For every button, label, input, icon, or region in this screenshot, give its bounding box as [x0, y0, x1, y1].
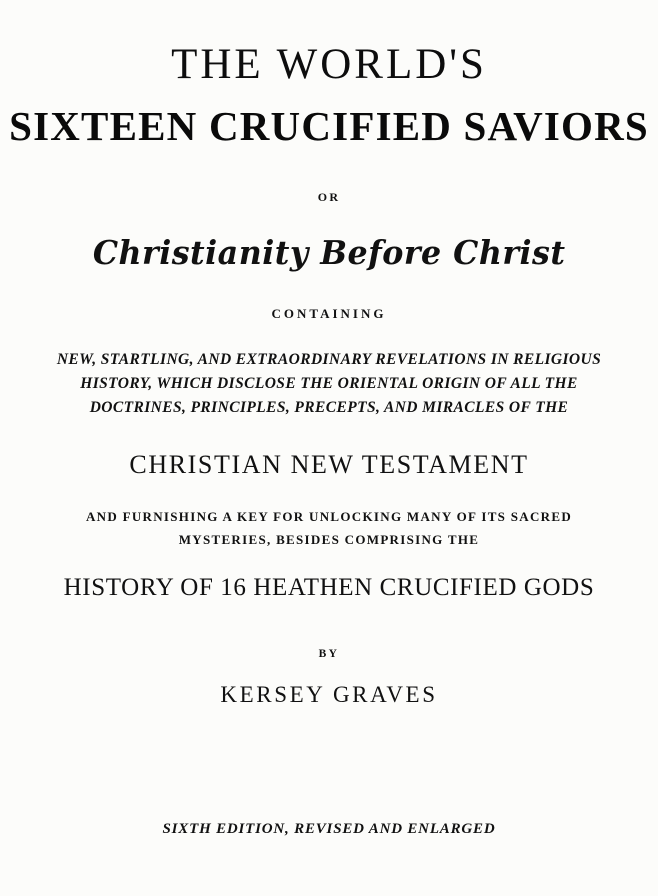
by-label: BY — [318, 647, 340, 660]
alternate-title: Christianity Before Christ — [92, 233, 566, 273]
author-name: KERSEY GRAVES — [220, 681, 438, 707]
containing-label: CONTAINING — [271, 306, 387, 322]
subject-heading: CHRISTIAN NEW TESTAMENT — [129, 450, 529, 480]
description-paragraph-1 — [49, 348, 609, 420]
description-paragraph-2: AND FURNISHING A KEY FOR UNLOCKING MANY OF ITS SACRED MYSTERIES, BESIDES COMPRISING THE — [85, 509, 573, 547]
or-separator: OR — [317, 190, 341, 205]
page-title-line-1: THE WORLD'S — [171, 41, 487, 88]
edition-statement: SIXTH EDITION, REVISED AND ENLARGED — [162, 821, 496, 837]
history-heading: HISTORY OF 16 HEATHEN CRUCIFIED GODS — [63, 573, 595, 601]
description-rest-text: , STARTLING, AND EXTRAORDINARY REVELATIONS IN RELIGIOUS HISTORY, WHICH DISCLOSE THE ORIENTAL ORIGIN OF ALL THE DOCTRINES, PRINCIPLES, PRECEPTS, AND MIRACLES OF THE — [80, 351, 602, 417]
description-lead-word: NEW — [56, 351, 93, 369]
page-title-line-2: SIXTEEN CRUCIFIED SAVIORS — [9, 103, 649, 150]
